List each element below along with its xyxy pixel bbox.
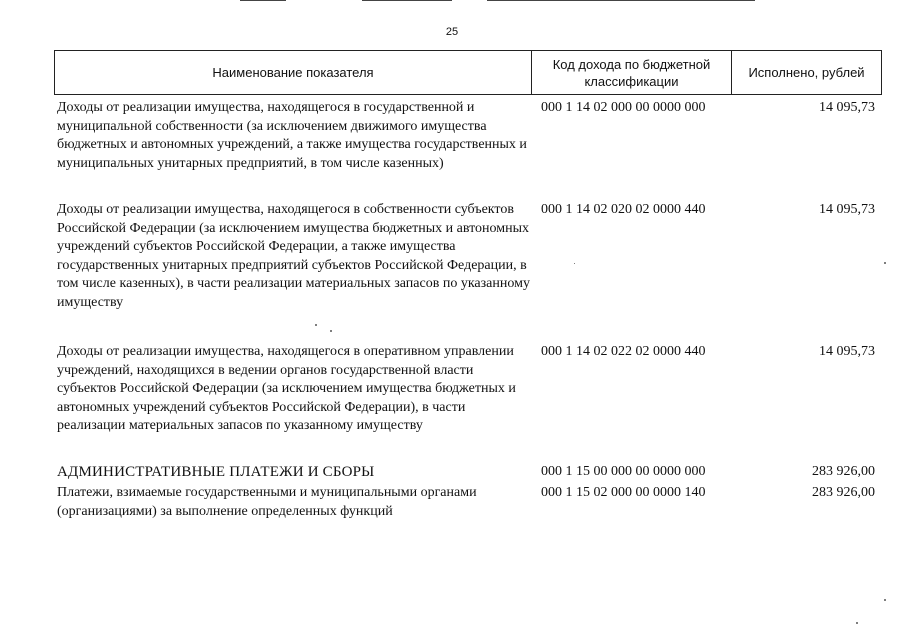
header-indicator-name: Наименование показателя <box>55 51 532 94</box>
row-executed-amount: 14 095,73 <box>819 100 875 115</box>
row-indicator-name: Доходы от реализации имущества, находящегося в оперативном управлении учреждений, находящихся в ведении органов государственной власти субъектов Российской Федерации (за исключением имущества бюджетных и автономных учреждений субъектов Российской Федерации), в части реализации материальных запасов по указанному имуществу <box>57 344 516 433</box>
top-rule-fragment <box>487 0 755 1</box>
row-indicator-name: Доходы от реализации имущества, находящегося в государственной и муниципальной собственности (за исключением движимого имущества бюджетных и автономных учреждений, а также имущества государственных и муниципальных унитарных предприятий, в том числе казенных) <box>57 100 527 171</box>
page-number: 25 <box>445 26 459 38</box>
top-rule-fragment <box>240 0 286 1</box>
row-indicator-name: Доходы от реализации имущества, находящегося в собственности субъектов Российской Федерации (за исключением имущества бюджетных и автономных учреждений субъектов Российской Федерации, а также имущества государственных унитарных предприятий субъектов Российской Федерации, в том числе казенных), в части реализации материальных запасов по указанному имуществу <box>57 202 530 310</box>
row-indicator-name: Платежи, взимаемые государственными и муниципальными органами (организациями) за выполнение определенных функций <box>57 485 477 519</box>
row-income-code: 000 1 14 02 000 00 0000 000 <box>541 100 706 115</box>
header-income-code: Код дохода по бюджетной классификации <box>532 51 732 94</box>
row-executed-amount: 14 095,73 <box>819 202 875 217</box>
scan-speck <box>330 330 332 332</box>
scan-speck <box>574 263 575 264</box>
scan-speck <box>884 262 886 264</box>
scan-speck <box>856 622 858 624</box>
row-income-code: 000 1 14 02 022 02 0000 440 <box>541 344 706 359</box>
row-income-code: 000 1 14 02 020 02 0000 440 <box>541 202 706 217</box>
scan-speck <box>315 324 317 326</box>
row-executed-amount: 283 926,00 <box>812 464 875 479</box>
table-header <box>54 50 882 95</box>
top-rule-fragment <box>362 0 452 1</box>
row-income-code: 000 1 15 02 000 00 0000 140 <box>541 485 706 500</box>
header-executed-amount: Исполнено, рублей <box>748 65 865 80</box>
row-executed-amount: 283 926,00 <box>812 485 875 500</box>
row-executed-amount: 14 095,73 <box>819 344 875 359</box>
scan-speck <box>884 599 886 601</box>
row-indicator-name: АДМИНИСТРАТИВНЫЕ ПЛАТЕЖИ И СБОРЫ <box>57 464 375 480</box>
row-income-code: 000 1 15 00 000 00 0000 000 <box>541 464 706 479</box>
